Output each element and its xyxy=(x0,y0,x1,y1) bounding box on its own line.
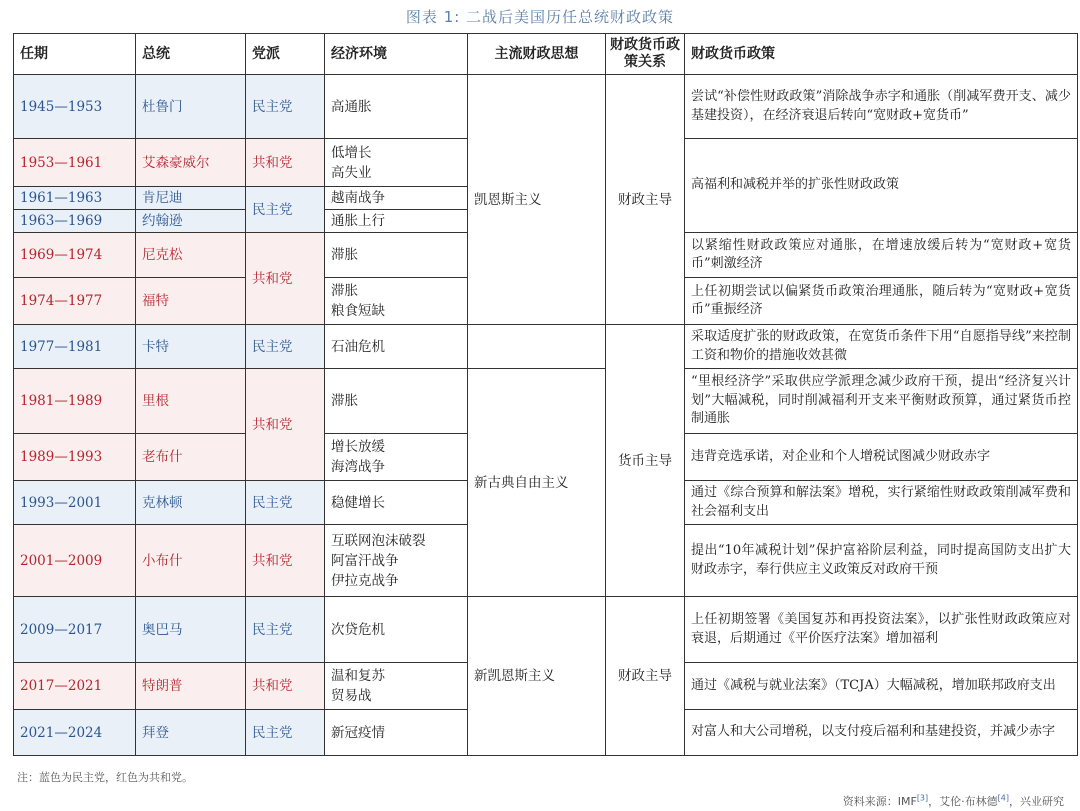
period-cell: 1963—1969 xyxy=(14,210,136,233)
party-cell: 共和党 xyxy=(246,525,325,597)
economy-item: 次贷危机 xyxy=(331,621,385,638)
source-ref-blinder: [4] xyxy=(997,793,1009,803)
president-cell: 杜鲁门 xyxy=(136,75,246,139)
economy-item: 温和复苏 xyxy=(331,668,385,684)
president-cell: 卡特 xyxy=(136,325,246,369)
president-cell: 克林顿 xyxy=(136,481,246,525)
president-cell: 拜登 xyxy=(136,710,246,756)
policy-cell: 通过《综合预算和解法案》增税，实行紧缩性财政政策削减军费和社会福利支出 xyxy=(685,481,1078,525)
period-cell: 1969—1974 xyxy=(14,233,136,278)
source-ref-imf: [3] xyxy=(916,793,929,803)
relation-cell: 货币主导 xyxy=(606,325,685,597)
party-cell: 民主党 xyxy=(246,597,325,663)
period-cell: 2017—2021 xyxy=(14,663,136,710)
period-cell: 2001—2009 xyxy=(14,525,136,597)
president-cell: 福特 xyxy=(136,278,246,325)
policy-cell: 上任初期签署《美国复苏和再投资法案》，以扩张性财政政策应对衰退，后期通过《平价医疗法案》增加福利 xyxy=(685,597,1078,663)
policy-cell: 高福利和减税并举的扩张性财政政策 xyxy=(685,139,1078,233)
economy-cell xyxy=(325,278,468,325)
economy-cell xyxy=(325,481,468,525)
party-cell: 民主党 xyxy=(246,481,325,525)
president-cell: 老布什 xyxy=(136,434,246,481)
table-note: 注：蓝色为民主党，红色为共和党。 xyxy=(17,771,193,784)
table-row xyxy=(14,597,1078,663)
economy-cell xyxy=(325,710,468,756)
table-header-row xyxy=(14,34,1078,75)
period-cell: 1989—1993 xyxy=(14,434,136,481)
header-economy: 经济环境 xyxy=(325,34,468,75)
party-cell: 民主党 xyxy=(246,325,325,369)
policy-cell: 尝试“补偿性财政政策”消除战争赤字和通胀（削减军费开支、减少基建投资），在经济衰退后转向“宽财政+宽货币” xyxy=(685,75,1078,139)
party-cell: 共和党 xyxy=(246,369,325,481)
policy-cell: 采取适度扩张的财政政策，在宽货币条件下用“自愿指导线”来控制工资和物价的措施收效甚微 xyxy=(685,325,1078,369)
table-title: 图表 1: 二战后美国历任总统财政政策 xyxy=(405,8,675,26)
economy-item: 粮食短缺 xyxy=(331,303,385,319)
party-cell: 共和党 xyxy=(246,233,325,325)
header-relation: 财政货币政策关系 xyxy=(606,34,685,75)
economy-item: 越南战争 xyxy=(331,190,385,206)
thought-cell: 凯恩斯主义 xyxy=(468,75,606,325)
economy-item: 阿富汗战争 xyxy=(331,552,399,569)
economy-item: 石油危机 xyxy=(331,338,385,355)
period-cell: 1974—1977 xyxy=(14,278,136,325)
economy-cell xyxy=(325,187,468,210)
period-cell: 1993—2001 xyxy=(14,481,136,525)
period-cell: 1953—1961 xyxy=(14,139,136,187)
source-line xyxy=(843,793,1064,809)
party-cell: 民主党 xyxy=(246,75,325,139)
economy-cell xyxy=(325,525,468,597)
economy-cell xyxy=(325,139,468,187)
relation-cell: 财政主导 xyxy=(606,75,685,325)
economy-item: 通胀上行 xyxy=(331,213,385,229)
economy-item: 高通胀 xyxy=(331,98,372,115)
policy-cell: 以紧缩性财政政策应对通胀，在增速放缓后转为“宽财政+宽货币”刺激经济 xyxy=(685,233,1078,278)
president-cell: 奥巴马 xyxy=(136,597,246,663)
policy-cell: 违背竞选承诺，对企业和个人增税试图减少财政赤字 xyxy=(685,434,1078,481)
table-row xyxy=(14,369,1078,434)
president-cell: 尼克松 xyxy=(136,233,246,278)
economy-item: 互联网泡沫破裂 xyxy=(331,532,426,549)
president-cell: 特朗普 xyxy=(136,663,246,710)
relation-cell: 财政主导 xyxy=(606,597,685,756)
policy-cell: 对富人和大公司增税，以支付疫后福利和基建投资，并减少赤字 xyxy=(685,710,1078,756)
economy-item: 滞胀 xyxy=(331,247,358,263)
economy-item: 高失业 xyxy=(331,164,372,181)
economy-cell xyxy=(325,75,468,139)
economy-item: 滞胀 xyxy=(331,393,358,409)
economy-item: 增长放缓 xyxy=(331,439,385,455)
economy-item: 低增长 xyxy=(331,144,372,161)
economy-item: 贸易战 xyxy=(331,688,372,704)
party-cell: 民主党 xyxy=(246,187,325,233)
economy-item: 新冠疫情 xyxy=(331,724,385,741)
header-president: 总统 xyxy=(136,34,246,75)
president-cell: 里根 xyxy=(136,369,246,434)
table-row xyxy=(14,325,1078,369)
period-cell: 2021—2024 xyxy=(14,710,136,756)
economy-cell xyxy=(325,663,468,710)
economy-cell xyxy=(325,434,468,481)
policy-cell: 通过《减税与就业法案》（TCJA）大幅减税，增加联邦政府支出 xyxy=(685,663,1078,710)
economy-cell xyxy=(325,233,468,278)
policy-cell: 上任初期尝试以偏紧货币政策治理通胀，随后转为“宽财政+宽货币”重振经济 xyxy=(685,278,1078,325)
economy-cell xyxy=(325,369,468,434)
economy-cell xyxy=(325,597,468,663)
president-cell: 肯尼迪 xyxy=(136,187,246,210)
party-cell: 共和党 xyxy=(246,139,325,187)
party-cell: 共和党 xyxy=(246,663,325,710)
president-cell: 艾森豪威尔 xyxy=(136,139,246,187)
policy-cell: 提出“10年减税计划”保护富裕阶层利益，同时提高国防支出扩大财政赤字，奉行供应主义政策反对政府干预 xyxy=(685,525,1078,597)
policy-cell: “里根经济学”采取供应学派理念减少政府干预，提出“经济复兴计划”大幅减税，同时削减福利开支来平衡财政预算，通过紧货币控制通胀 xyxy=(685,369,1078,434)
header-party: 党派 xyxy=(246,34,325,75)
economy-item: 海湾战争 xyxy=(331,459,385,475)
party-cell: 民主党 xyxy=(246,710,325,756)
header-thought: 主流财政思想 xyxy=(468,34,606,75)
economy-cell xyxy=(325,325,468,369)
thought-cell: 新古典自由主义 xyxy=(468,369,606,597)
table-row xyxy=(14,75,1078,139)
thought-cell xyxy=(468,325,606,369)
period-cell: 1945—1953 xyxy=(14,75,136,139)
source-suffix: ，兴业研究 xyxy=(1009,795,1064,808)
economy-item: 伊拉克战争 xyxy=(331,572,399,589)
thought-cell: 新凯恩斯主义 xyxy=(468,597,606,756)
header-period: 任期 xyxy=(14,34,136,75)
presidents-fiscal-policy-table xyxy=(13,33,1078,756)
period-cell: 1981—1989 xyxy=(14,369,136,434)
economy-cell xyxy=(325,210,468,233)
economy-item: 滞胀 xyxy=(331,283,358,299)
source-mid: ，艾伦·布林德 xyxy=(928,795,998,808)
economy-item: 稳健增长 xyxy=(331,494,385,511)
header-policy: 财政货币政策 xyxy=(685,34,1078,75)
period-cell: 1961—1963 xyxy=(14,187,136,210)
period-cell: 2009—2017 xyxy=(14,597,136,663)
president-cell: 约翰逊 xyxy=(136,210,246,233)
source-prefix: 资料来源：IMF xyxy=(842,795,917,808)
period-cell: 1977—1981 xyxy=(14,325,136,369)
president-cell: 小布什 xyxy=(136,525,246,597)
